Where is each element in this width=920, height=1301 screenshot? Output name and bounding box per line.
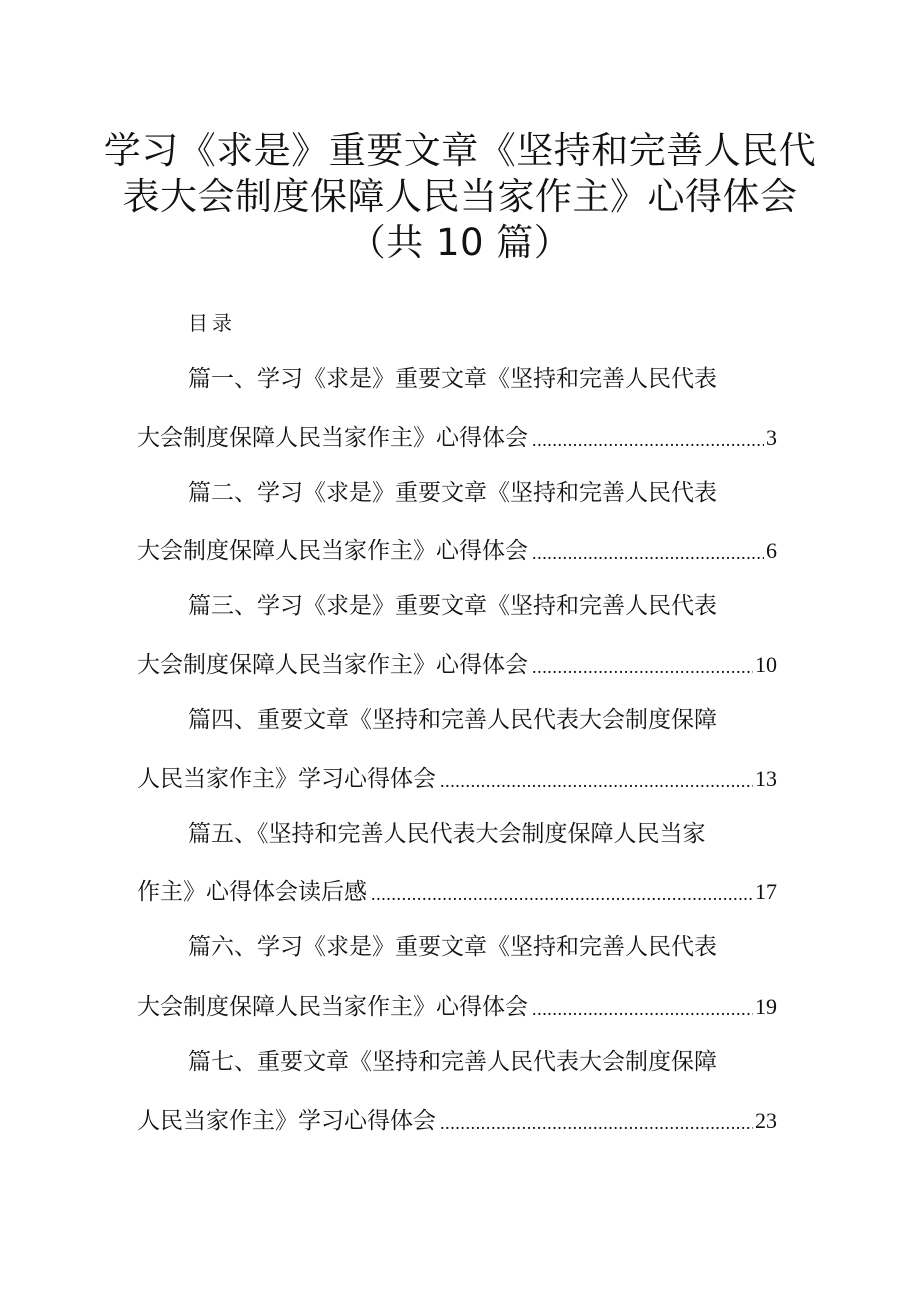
toc-entry-3-line-1[interactable]: 篇三、学习《求是》重要文章《坚持和完善人民代表 [188,593,717,619]
title-line-1: 学习《求是》重要文章《坚持和完善人民代 [103,129,817,172]
dot-leader [440,1106,753,1136]
dot-leader [371,877,753,907]
toc-page-number: 19 [755,994,777,1019]
toc-entry-3-line-2[interactable] [137,650,777,680]
title-line-3: （共 10 篇） [348,221,572,264]
toc-heading: 目录 [188,311,236,335]
toc-page-number: 13 [755,766,777,791]
toc-entry-5-line-1[interactable]: 篇五、《坚持和完善人民代表大会制度保障人民当家 [188,821,706,847]
toc-page-number: 3 [766,425,777,450]
toc-entry-text: 大会制度保障人民当家作主》心得体会 [137,425,528,451]
toc-entry-text: 人民当家作主》学习心得体会 [137,1108,436,1134]
toc-entry-4-line-1[interactable]: 篇四、重要文章《坚持和完善人民代表大会制度保障 [188,707,717,733]
toc-entry-4-line-2[interactable] [137,764,777,794]
toc-entry-7-line-1[interactable]: 篇七、重要文章《坚持和完善人民代表大会制度保障 [188,1049,717,1075]
document-title [100,128,820,266]
toc-page-number: 17 [755,879,777,904]
toc-entry-text: 作主》心得体会读后感 [137,879,367,905]
dot-leader [532,423,764,453]
dot-leader [440,764,753,794]
toc-entry-7-line-2[interactable] [137,1106,777,1136]
toc-page-number: 10 [755,652,777,677]
toc-entry-2-line-2[interactable] [137,536,777,566]
toc-entry-6-line-1[interactable]: 篇六、学习《求是》重要文章《坚持和完善人民代表 [188,934,717,960]
toc-entry-text: 大会制度保障人民当家作主》心得体会 [137,994,528,1020]
toc-page-number: 23 [755,1108,777,1133]
toc-entry-1-line-2[interactable] [137,423,777,453]
dot-leader [532,650,753,680]
toc-entry-text: 大会制度保障人民当家作主》心得体会 [137,652,528,678]
toc-entry-2-line-1[interactable]: 篇二、学习《求是》重要文章《坚持和完善人民代表 [188,480,717,506]
toc-entry-6-line-2[interactable] [137,992,777,1022]
dot-leader [532,992,753,1022]
toc-entry-1-line-1[interactable]: 篇一、学习《求是》重要文章《坚持和完善人民代表 [188,366,717,392]
toc-entry-5-line-2[interactable] [137,877,777,907]
toc-entry-text: 人民当家作主》学习心得体会 [137,766,436,792]
title-line-2: 表大会制度保障人民当家作主》心得体会 [122,175,798,218]
toc-page-number: 6 [766,538,777,563]
dot-leader [532,536,764,566]
toc-entry-text: 大会制度保障人民当家作主》心得体会 [137,538,528,564]
